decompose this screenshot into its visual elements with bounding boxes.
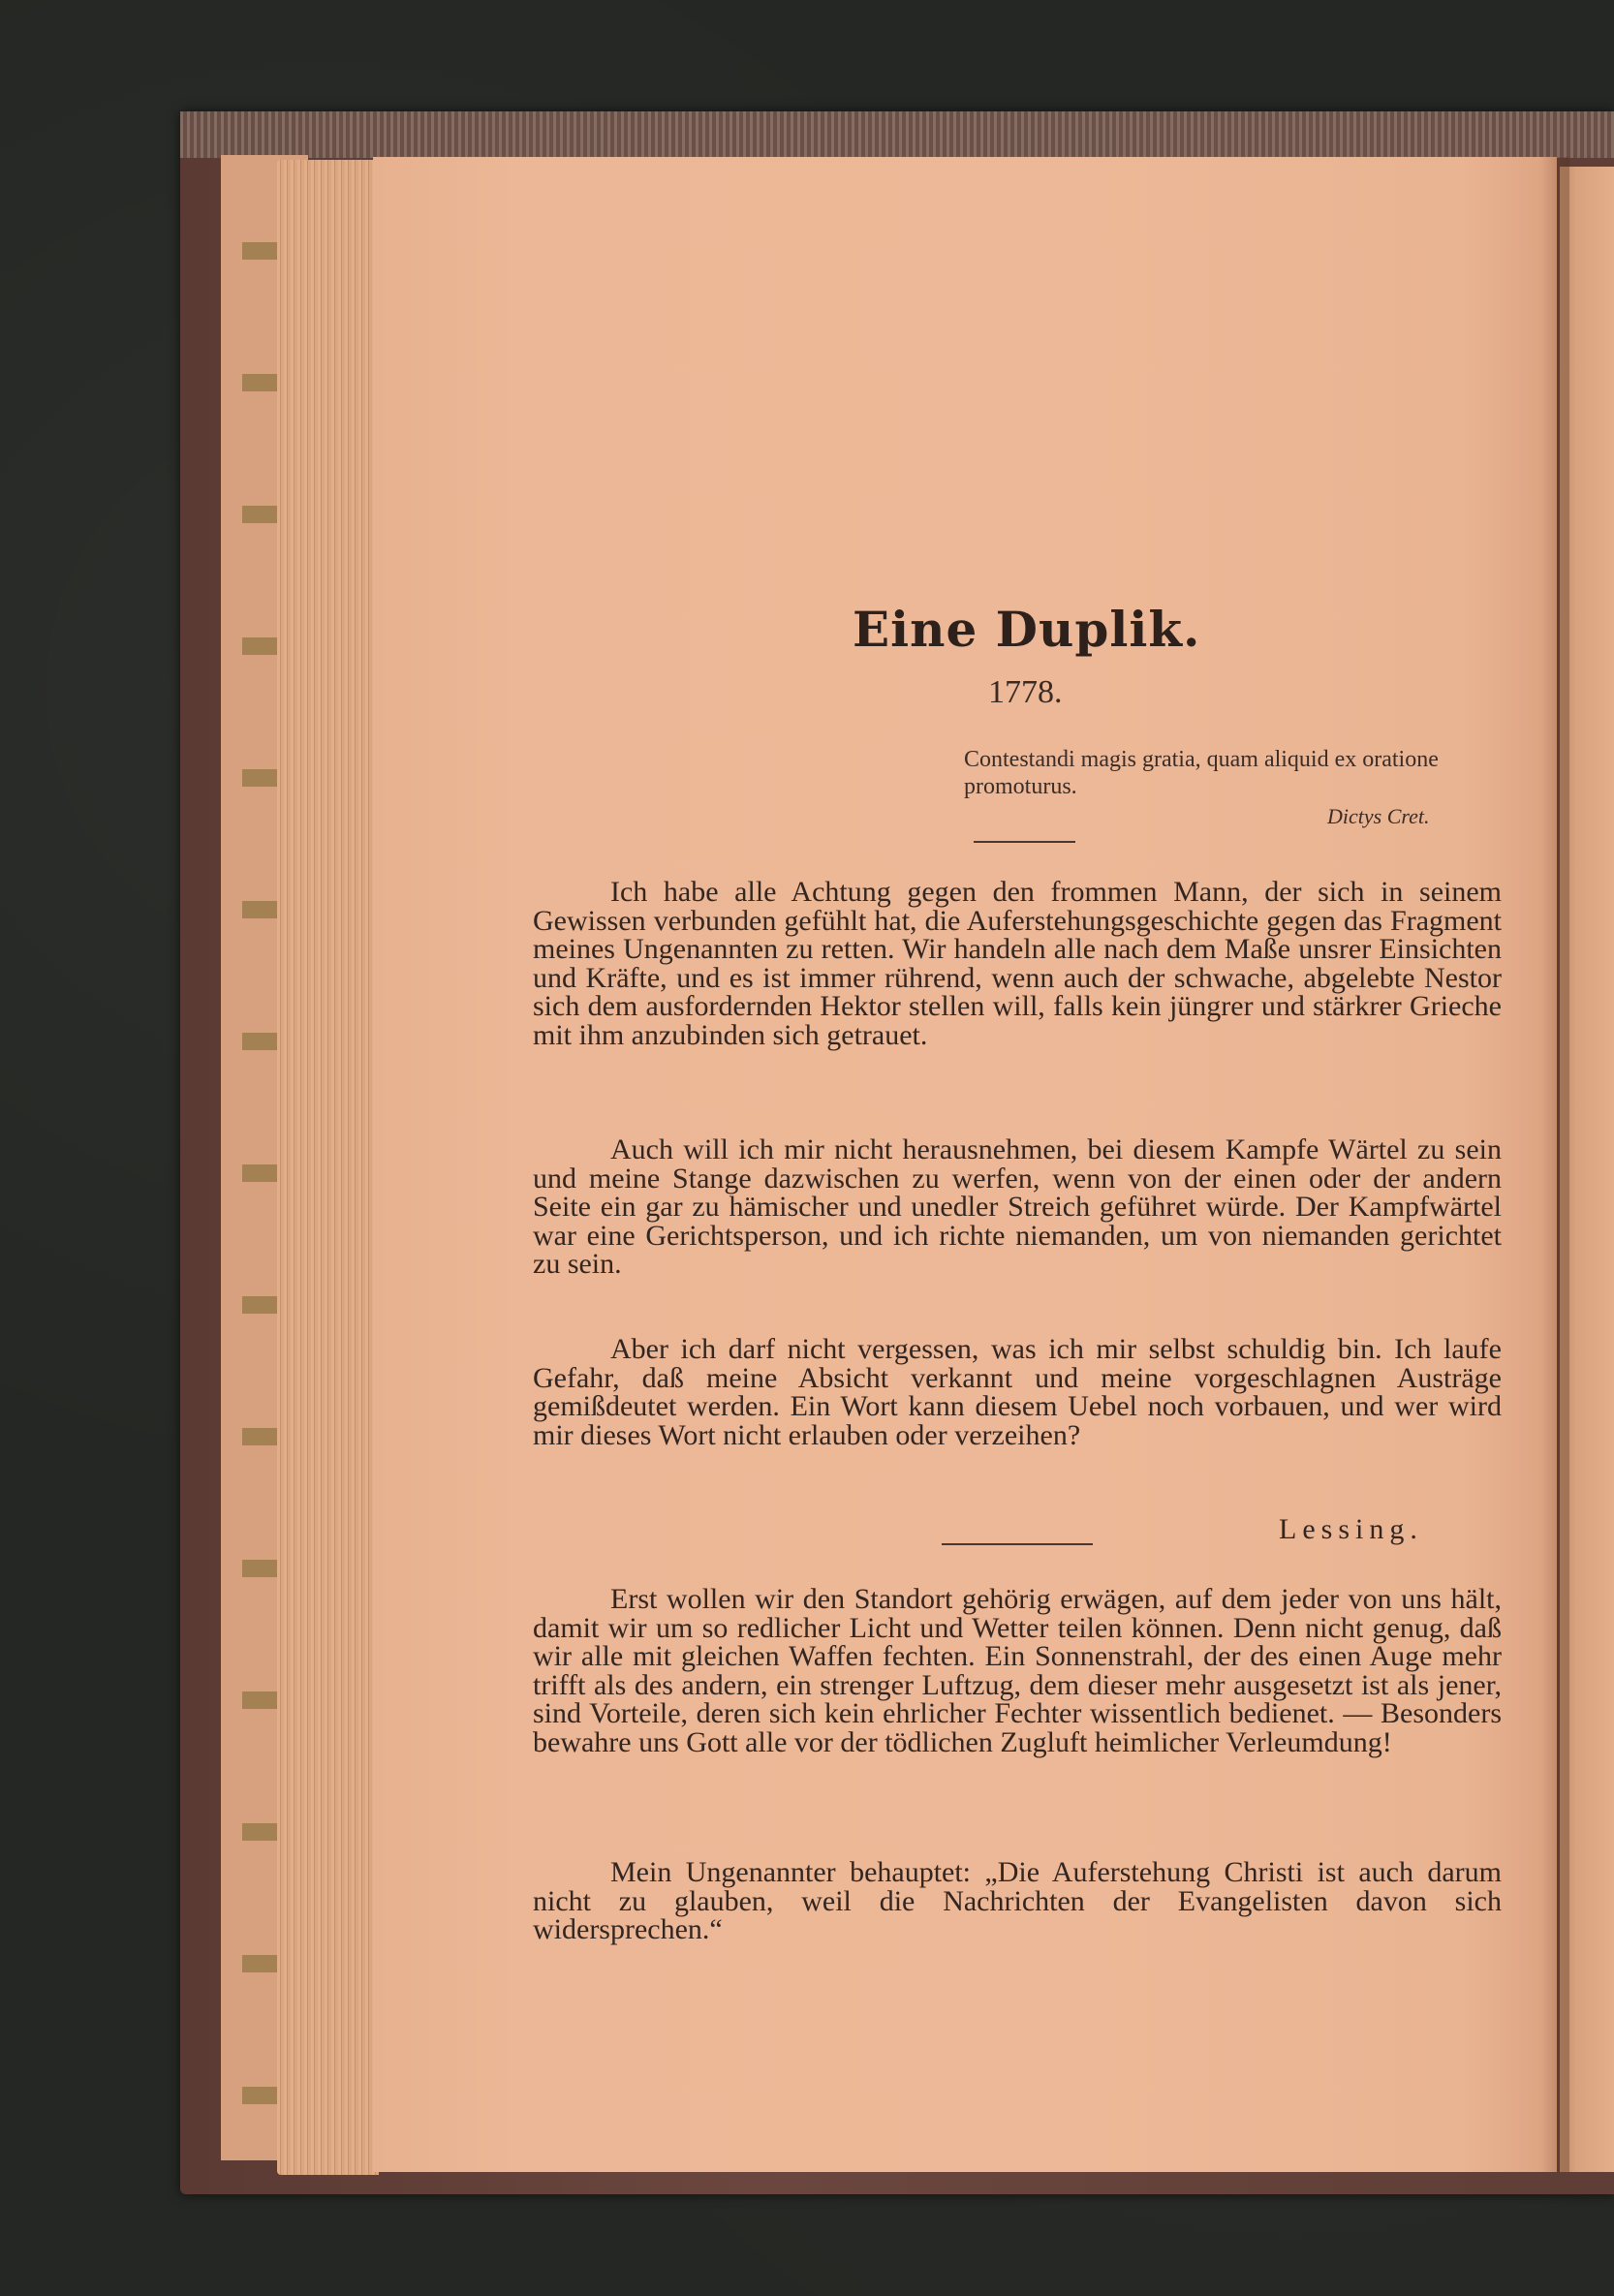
divider xyxy=(942,1543,1093,1545)
divider xyxy=(974,841,1075,843)
preface-paragraph xyxy=(533,1135,1502,1279)
body-text: Mein Ungenannter behauptet: „Die Auferstehung Christi ist auch darum nicht zu glauben, weil die Nachrichten der Evangelisten davon sich widersprechen.“ xyxy=(533,1856,1502,1945)
preface-text: Ich habe alle Achtung gegen den frommen Mann, der sich in seinem Gewissen verbunden gefühlt hat, die Auferstehungsgeschichte gegen das Fragment meines Ungenannten zu retten. Wir handeln alle nach dem Maße unsrer Einsichten und Kräfte, und es ist immer rührend, wenn auch der schwache, abgelebte Nestor sich dem ausfordernden Hektor stellen will, falls kein jüngrer und stärkrer Grieche mit ihm anzubinden sich getrauet. xyxy=(533,876,1502,1051)
body-paragraph xyxy=(533,1585,1502,1756)
preface-paragraph xyxy=(533,878,1502,1049)
preface-text: Aber ich darf nicht vergessen, was ich mir selbst schuldig bin. Ich laufe Gefahr, daß meine Absicht verkannt und meine vorgeschlagnen Austräge gemißdeutet werden. Ein Wort kann diesem Uebel noch vorbauen, und wer wird mir dieses Wort nicht erlauben oder verzeihen? xyxy=(533,1333,1502,1451)
motto-author: Dictys Cret. xyxy=(1327,804,1430,828)
year: 1778. xyxy=(988,674,1063,710)
preface-paragraph xyxy=(533,1335,1502,1449)
page-title: Eine Duplik. xyxy=(853,601,1201,658)
signature: Lessing. xyxy=(1279,1513,1423,1545)
body-paragraph xyxy=(533,1858,1502,1944)
preface-text: Auch will ich mir nicht herausnehmen, bei diesem Kampfe Wärtel zu sein und meine Stange dazwischen zu werfen, wenn von der einen oder der andern Seite ein gar zu hämischer und unedler Streich geführet würde. Der Kampfwärtel war eine Gerichtsperson, und ich richte niemanden, um von niemanden gerichtet zu sein. xyxy=(533,1133,1502,1280)
motto: Contestandi magis gratia, quam aliquid ex oratione promoturus. xyxy=(964,747,1439,799)
body-text: Erst wollen wir den Standort gehörig erwägen, auf dem jeder von uns hält, damit wir um so redlicher Licht und Wetter teilen können. Denn nicht genug, daß wir alle mit gleichen Waffen fechten. Ein Sonnenstrahl, der des einen Auge mehr trifft als des andern, ein strenger Luftzug, dem dieser mehr ausgesetzt ist als jener, sind Vorteile, deren sich kein ehrlicher Fechter wissentlich bedienet. — Besonders bewahre uns Gott alle vor der tödlichen Zugluft heimlicher Verleumdung! xyxy=(533,1583,1502,1758)
